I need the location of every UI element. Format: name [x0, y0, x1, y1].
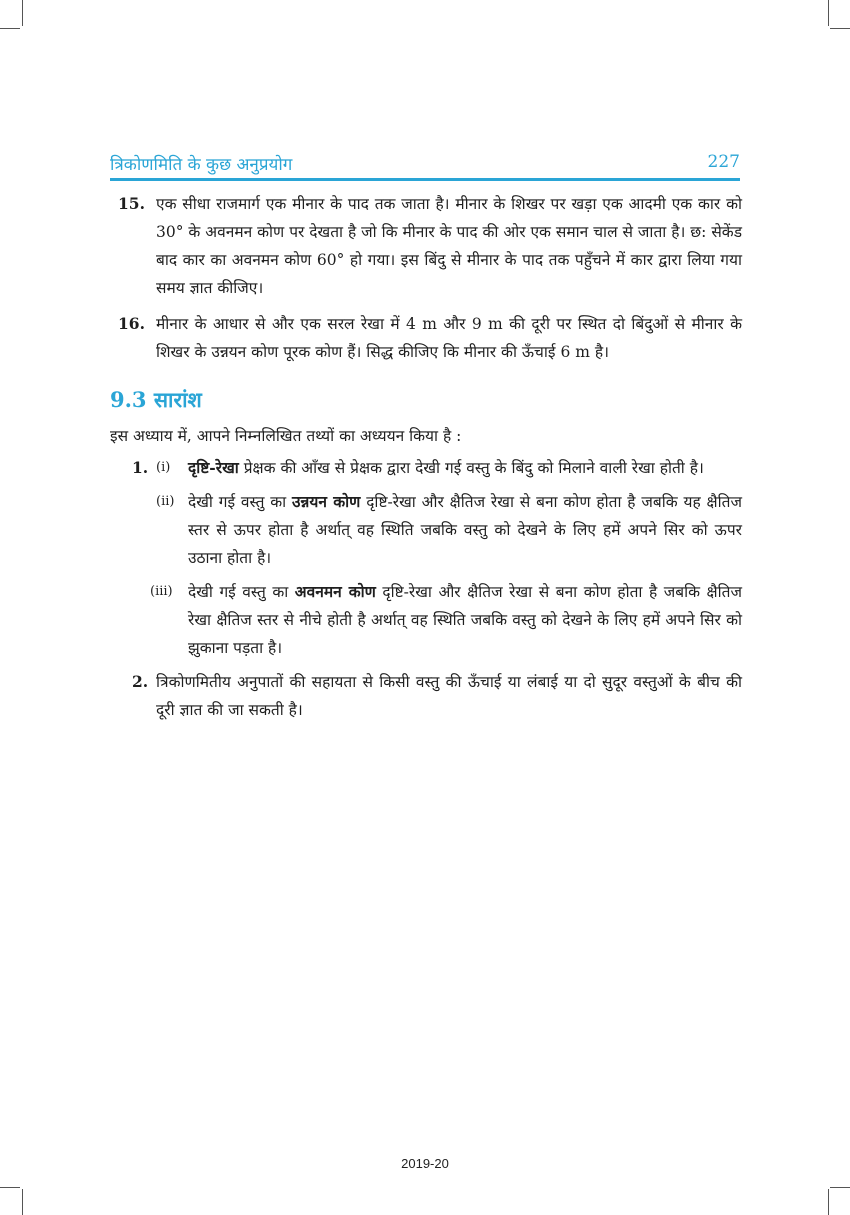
term-angle-of-depression: अवनमन कोण — [294, 582, 376, 601]
crop-mark-top-left-v — [22, 0, 23, 26]
sub-point-prefix: देखी गई वस्तु का — [188, 493, 292, 511]
section-intro: इस अध्याय में, आपने निम्नलिखित तथ्यों का अध्ययन किया है : — [110, 427, 462, 445]
exercise-15 — [110, 190, 742, 302]
term-angle-of-elevation: उन्नयन कोण — [292, 492, 361, 511]
sub-point-text: दृष्टि-रेखा और क्षैतिज रेखा से बना कोण होता है जबकि यह क्षैतिज स्तर से ऊपर होता है अर्थात् वह स्थिति जबकि वस्तु को देखने के लिए हमें अपने सिर को ऊपर उठाना होता है। — [188, 493, 742, 567]
crop-mark-bottom-left-v — [22, 1189, 23, 1215]
exercise-number: 16. — [118, 314, 145, 333]
running-header — [110, 152, 740, 180]
exercise-text: एक सीधा राजमार्ग एक मीनार के पाद तक जाता है। मीनार के शिखर पर खड़ा एक आदमी एक कार को 30° के अवनमन कोण पर देखता है जो कि मीनार के पाद की ओर एक समान चाल से जाता है। छ: सेकेंड बाद कार का अवनमन कोण 60° हो गया। इस बिंदु से मीनार के पाद तक पहुँचने में कार द्वारा लिया गया समय ज्ञात कीजिए। — [156, 195, 742, 297]
exercise-number: 15. — [118, 194, 145, 213]
sub-point-prefix: देखी गई वस्तु का — [188, 583, 295, 601]
crop-mark-bottom-right-v — [828, 1189, 829, 1215]
chapter-title: त्रिकोणमिति के कुछ अनुप्रयोग — [110, 155, 293, 175]
exercise-16 — [110, 310, 742, 366]
point-text: त्रिकोणमितीय अनुपातों की सहायता से किसी वस्तु की ऊँचाई या लंबाई या दो सुदूर वस्तुओं के बीच की दूरी ज्ञात की जा सकती है। — [156, 673, 742, 719]
summary-point-2 — [110, 668, 742, 724]
header-rule — [110, 178, 740, 181]
exercise-text: मीनार के आधार से और एक सरल रेखा में 4 m और 9 m की दूरी पर स्थित दो बिंदुओं से मीनार के शिखर के उन्नयन कोण पूरक कोण हैं। सिद्ध कीजिए कि मीनार की ऊँचाई 6 m है। — [156, 315, 742, 361]
crop-mark-top-right-h — [830, 28, 850, 29]
sub-point-number: (ii) — [156, 494, 175, 509]
crop-mark-bottom-right-h — [830, 1187, 850, 1188]
crop-mark-bottom-left-h — [0, 1187, 20, 1188]
point-number: 1. — [132, 458, 149, 477]
sub-point-text: दृष्टि-रेखा और क्षैतिज रेखा से बना कोण होता है जबकि क्षैतिज रेखा क्षैतिज स्तर से नीचे होती है अर्थात् वह स्थिति जबकि वस्तु को देखने के लिए हमें अपने सिर को झुकाना पड़ता है। — [188, 583, 742, 657]
sub-point-text: प्रेक्षक की आँख से प्रेक्षक द्वारा देखी गई वस्तु के बिंदु को मिलाने वाली रेखा होती है। — [238, 459, 704, 477]
sub-point-i — [156, 454, 742, 482]
point-number: 2. — [132, 672, 149, 691]
sub-point-ii — [156, 488, 742, 572]
page-number: 227 — [707, 152, 740, 172]
sub-point-number: (iii) — [150, 584, 173, 599]
page-content — [110, 190, 742, 724]
term-line-of-sight: दृष्टि-रेखा — [188, 458, 239, 477]
summary-point-1 — [110, 454, 742, 662]
footer-year: 2019-20 — [401, 1156, 449, 1171]
sub-point-number: (i) — [156, 460, 171, 475]
crop-mark-top-left-h — [0, 28, 20, 29]
crop-mark-top-right-v — [828, 0, 829, 26]
sub-point-iii — [150, 578, 742, 662]
section-heading: 9.3 सारांश — [110, 387, 202, 412]
